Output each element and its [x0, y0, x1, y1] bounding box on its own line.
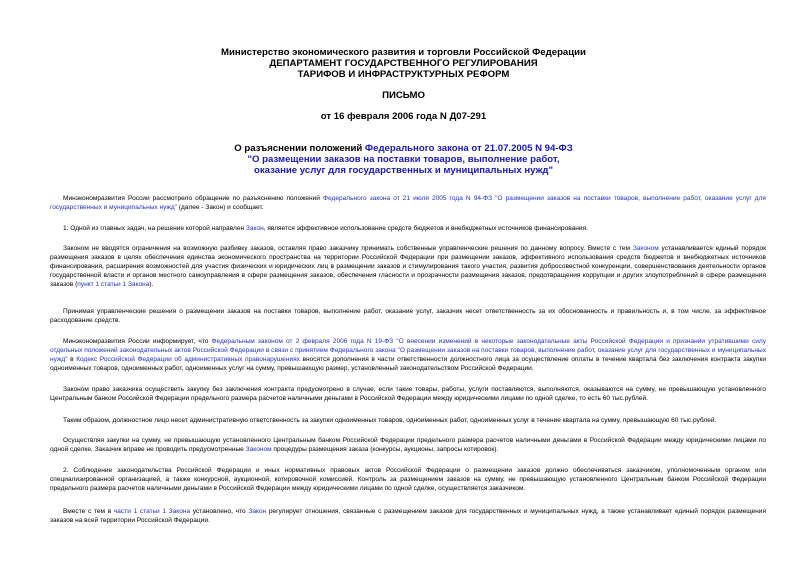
department-line-1: ДЕПАРТАМЕНТ ГОСУДАРСТВЕННОГО РЕГУЛИРОВАНИЯ: [269, 58, 538, 69]
zakonom-link-2[interactable]: Законом: [245, 446, 272, 453]
p10-text-3: регулирует отношения, связанные с размещением заказов для государственных и муниципальных нужд, а также устанавливает единый порядок размещения заказов на всей территории Российской Федерации.: [50, 508, 766, 524]
zakonom-link[interactable]: Законом: [632, 245, 659, 252]
title-prefix: О разъяснении положений: [234, 143, 365, 154]
paragraph-4: [50, 307, 766, 325]
p4-text-1: Принимая управленческие решения о размещении заказов на поставки товаров, выполнение работ, оказание услуг, заказчик несет ответственность за их обоснованность и правильность и, в том числе, за эффективное расходование средств.: [50, 308, 766, 324]
p10-text-2: установлено, что: [190, 508, 249, 515]
p1-text-2: (далее - Закон) и сообщает.: [176, 204, 264, 211]
article-1-part-1-link[interactable]: части 1 статьи 1 Закона: [113, 508, 191, 515]
p7-text-1: Таким образом, должностное лицо несет административную ответственность за закупки одноименных товаров, одноименных работ, одноименных услуг в течение квартала на сумму, превышающую 60 тыс.рублей.: [63, 417, 717, 424]
document-date: от 16 февраля 2006 года N Д07-291: [320, 111, 487, 122]
paragraph-5: [50, 337, 766, 373]
paragraph-9: [50, 466, 766, 493]
title-line-1: [0, 143, 807, 154]
paragraph-7: [50, 416, 766, 425]
p3-text-1: Законом не вводятся ограничения на возможную разбивку заказов, оставляя право заказчику принимать собственные управленческие решения по данному вопросу. Вместе с тем: [63, 245, 633, 252]
document-title: [0, 143, 807, 176]
article-1-point-1-link[interactable]: пункт 1 статьи 1 Закона: [77, 281, 150, 288]
p3-text-3: ).: [149, 281, 154, 288]
zakon-link-2[interactable]: Закон: [248, 508, 267, 515]
p2-text-2: , является эффективное использование средств бюджетов и внебюджетных источников финансирования.: [263, 225, 588, 232]
paragraph-6: [50, 385, 766, 403]
paragraph-2: [50, 224, 766, 233]
paragraph-10: [50, 507, 766, 525]
department-line-2: ТАРИФОВ И ИНФРАСТРУКТУРНЫХ РЕФОРМ: [297, 69, 510, 80]
p3-text-2: устанавливается единый порядок размещения заказов в целях обеспечения единства экономического пространства на территории Российской Федерации при размещении заказов, эффективного использования средств бюджетов и внебюджетных источников финансирования, расширения возможностей для участия физических и юридических лиц в размещении заказов и стимулирования такого участия, развития добросовестной конкуренции, совершенствования деятельности органов государственной власти и органов местного самоуправления в сфере размещения заказов, обеспечения гласности и прозрачности размещения заказов, предотвращения коррупции и других злоупотреблений в сфере размещения заказов (: [50, 245, 766, 288]
paragraph-1: [50, 194, 766, 212]
p1-text-1: Минэкономразвития России рассмотрело обращение по разъяснению положений: [63, 195, 324, 202]
law-19fz-link[interactable]: Федеральным законом от 2 февраля 2006 года N 19-ФЗ "О внесении изменений в некоторые законодательные акты Российской Федерации и признании утратившими силу отдельных положений законодательных актов Российской Федерации в связи с принятием Федерального закона "О размещении заказов на поставки товаров, выполнение работ, оказание услуг для государственных и муниципальных нужд": [50, 338, 766, 363]
p2-text-1: 1. Одной из главных задач, на решение которой направлен: [63, 225, 246, 232]
title-law-link[interactable]: Федерального закона от 21.07.2005 N 94-ФЗ: [364, 143, 573, 154]
p5-text-1: Минэкономразвития России информирует, что: [63, 338, 212, 345]
koap-link[interactable]: Кодекс Российской Федерации об административных правонарушениях: [76, 356, 300, 363]
title-line-2: "О размещении заказов на поставки товаров, выполнение работ,: [247, 154, 560, 165]
p5-text-2: в: [67, 356, 77, 363]
zakon-link[interactable]: Закон: [245, 225, 264, 232]
law-94fz-link[interactable]: Федерального закона от 21 июля 2005 года N 94-ФЗ "О размещении заказов на поставки товаров, выполнение работ, оказание услуг для государственных и муниципальных нужд": [50, 195, 766, 211]
paragraph-3: [50, 244, 766, 289]
paragraph-8: [50, 436, 766, 454]
p8-text-1: Осуществляя закупки на сумму, не превышающую установленного Центральным банком Российской Федерации предельного размера расчетов наличными деньгами в Российской Федерации между юридическими лицами по одной сделке, Заказчик вправе не проводить предусмотренные: [50, 437, 766, 453]
p5-text-3: вносятся дополнения в части ответственности должностного лица за осуществление оплаты в течение квартала без заключения контракта закупки одноименных товаров, одноименных работ, одноименных услуг на сумму, превышающую размер, установленный законодательством Российской Федерации.: [50, 356, 766, 372]
title-line-3: оказание услуг для государственных и муниципальных нужд": [253, 165, 554, 176]
ministry-name: Министерство экономического развития и торговли Российской Федерации: [221, 47, 586, 58]
p9-text-1: 2. Соблюдение законодательства Российской Федерации и иных нормативных правовых актов Российской Федерации о размещении заказов должно обеспечиваться заказчиком, уполномоченным органом или специализированной организацией, а также конкурсной, аукционной, котировочной комиссией. Контроль за размещением заказов на сумму, не превышающую установленного Центральным банком Российской Федерации предельного размера расчетов наличными деньгами в Российской Федерации между юридическими лицами по одной сделке, осуществляется заказчиком.: [50, 467, 766, 492]
p6-text-1: Законом право заказчика осуществить закупку без заключения контракта предусмотрено в случае, если такие товары, работы, услуги поставляются, выполняются, оказываются на сумму, не превышающую установленного Центральным банком Российской Федерации предельного размера расчетов наличными деньгами в Российской Федерации между юридическими лицами по одной сделке, то есть 60 тыс.рублей.: [50, 386, 766, 402]
p10-text-1: Вместе с тем в: [63, 508, 114, 515]
p8-text-2: процедуры размещения заказа (конкурсы, аукционы, запросы котировок).: [271, 446, 499, 453]
document-type: ПИСЬМО: [382, 90, 425, 101]
